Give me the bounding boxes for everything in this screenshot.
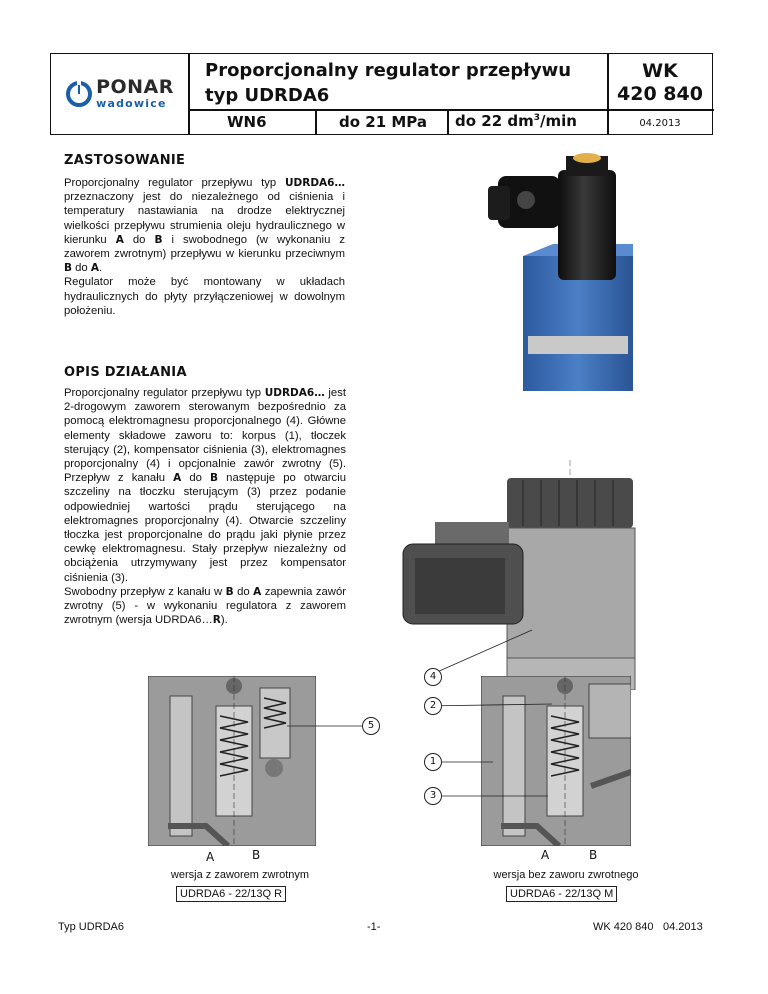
- section-heading-application: ZASTOSOWANIE: [64, 153, 186, 168]
- left-port-a: A: [206, 850, 215, 864]
- callout-4: 4: [424, 668, 442, 686]
- right-model-code: UDRDA6 - 22/13Q M: [506, 886, 617, 902]
- mounting-paragraph: Regulator może być montowany w układach hydraulicznych do płyty przyłączeniowej w dowolnym położeniu.: [64, 276, 345, 317]
- max-pressure: do 21 MPa: [339, 113, 428, 131]
- callout-1: 1: [424, 753, 442, 771]
- footer-code: WK 420 840: [593, 921, 654, 933]
- footer-date: 04.2013: [663, 921, 703, 933]
- page-number: -1-: [367, 921, 381, 933]
- right-port-b: B: [589, 848, 598, 862]
- nominal-size: WN6: [227, 113, 267, 131]
- application-paragraph: Proporcjonalny regulator przepływu typ UDRDA6… przeznaczony jest do niezależnego od ciśnienia i temperatury nastawiania na drodze elektrycznej wielkości przepływu strumienia oleju hydraulicznego w kierunku A do B i swobodnego (w wykonaniu z zaworem zwrotnym) przepływu w kierunku przeciwnym B do A. Regulator może być montowany w układach hydraulicznych do płyty przyłączeniowej w dowolnym położeniu.: [64, 177, 345, 317]
- left-caption: wersja z zaworem zwrotnym: [170, 869, 310, 881]
- logo-subname: wadowice: [96, 97, 167, 110]
- right-port-a: A: [541, 848, 550, 862]
- footer-type: Typ UDRDA6: [58, 921, 125, 933]
- section-heading-operation: OPIS DZIAŁANIA: [64, 365, 187, 380]
- operation-paragraph: Proporcjonalny regulator przepływu typ UDRDA6… jest 2-drogowym zaworem sterowanym bezpośrednio za pomocą elektromagnesu proporcjonalnego (4). Główne elementy składowe zaworu to: korpus (1), tłoczek sterujący (2), kompensator ciśnienia (3), elektromagnes proporcjonalny (4) i opcjonalnie zawór zwrotny (5). Przepływ z kanału A do B następuje po otwarciu szczeliny na tłoczku sterującym (3) przez podanie odpowiedniej wartości prądu sterującego na elektromagnes proporcjonalny (4). Otwarcie szczeliny tłoczka jest proporcjonalne do prądu jaki płynie przez cewkę elektromagnesu. Stały przepływ niezależny od obciążenia utrzymywany jest przez kompensator ciśnienia (3). Swobodny przepływ z kanału w B do A zapewnia zawór zwrotny (5) - w wykonaniu regulatora z zaworem zwrotnym (wersja UDRDA6…R).: [64, 387, 346, 627]
- issue-date: 04.2013: [639, 118, 681, 129]
- title-line-2: typ UDRDA6: [205, 85, 330, 106]
- title-line-1: Proporcjonalny regulator przepływu: [205, 60, 572, 81]
- max-flow: do 22 $dm^3/\min$: [455, 112, 577, 130]
- callout-5: 5: [362, 717, 380, 735]
- callout-3: 3: [424, 787, 442, 805]
- catalog-code: WK 420 840: [617, 60, 703, 105]
- left-model-code: UDRDA6 - 22/13Q R: [176, 886, 286, 902]
- right-caption: wersja bez zaworu zwrotnego: [493, 869, 639, 881]
- logo-name: PONAR: [96, 76, 174, 98]
- left-port-b: B: [252, 848, 261, 862]
- callout-2: 2: [424, 697, 442, 715]
